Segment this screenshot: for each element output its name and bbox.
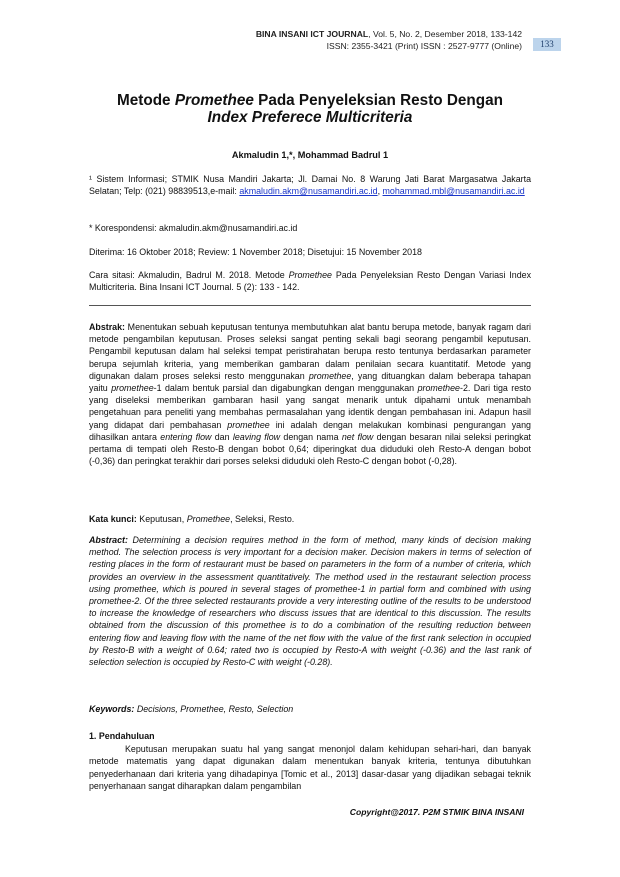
keywords-en-text: Decisions, Promethee, Resto, Selection <box>134 704 294 714</box>
abstrak-label: Abstrak: <box>89 322 126 332</box>
page-number: 133 <box>533 38 561 51</box>
abstract-en <box>89 534 531 668</box>
abstrak-italic-2: promethee <box>111 383 154 394</box>
kata-kunci-text-1: Keputusan, <box>136 514 187 524</box>
affiliation <box>89 173 531 197</box>
journal-line <box>256 28 522 40</box>
abstrak-text-2: , yang dituangkan dalam beberapa tahapan yaitu <box>89 370 531 394</box>
journal-header <box>256 28 522 52</box>
abstrak-text-6: dan <box>211 431 233 442</box>
issn-line: ISSN: 2355-3421 (Print) ISSN : 2527-9777 (Online) <box>326 41 522 51</box>
abstrak-text-1: Menentukan sebuah keputusan tentunya membutuhkan alat bantu berupa metode, banyak ragam dari metode pengambilan keputusan. Proses seleksi sangat penting sekali bagi seorang pengambil keputusan. Pengambil keputusan dalam hal seleksi tempat peristirahatan berupa resto tentunya berdasarkan parameter berupa sejumlah kriteria, yang memberikan gambaran dalam penilaian secara kuantitatif. Metode yang digunakan dalam proses seleksi resto menggunakan <box>89 322 531 381</box>
title-line-2 <box>60 109 560 126</box>
abstrak-text-7: dengan nama <box>280 431 342 442</box>
email-separator: , <box>377 186 381 196</box>
email-link-2[interactable]: mohammad.mbl@nusamandiri.ac.id <box>382 186 525 196</box>
email-link-1[interactable]: akmaludin.akm@nusamandiri.ac.id <box>239 186 378 196</box>
footer-copyright: Copyright@2017. P2M STMIK BINA INSANI <box>349 807 524 817</box>
volume-info: , Vol. 5, No. 2, Desember 2018, 133-142 <box>368 29 522 39</box>
citation-suffix: Pada Penyeleksian Resto Dengan Variasi Index Multicriteria. Bina Insani ICT Journal. 5 (2): 133 - 142. <box>89 270 532 292</box>
abstrak-italic-3: promethee <box>417 383 460 394</box>
abstrak-italic-1: promethee <box>308 370 352 381</box>
abstrak-text-8: dengan besaran nilai seleksi peringkat pertama di tempati oleh Resto-B dengan bobot 0,64; diperingkat dua diduduki oleh Resto-A dengan bobot (-0,36) dan peringkat terakhir dari porses seleksi diduduki oleh Resto-C dengan bobot (-0,28). <box>89 431 531 467</box>
abstrak-italic-7: net flow <box>341 431 374 442</box>
abstrak-italic-5: entering flow <box>160 431 212 442</box>
abstract-en-text: Determining a decision requires method in the form of method, many kinds of decision making method. The selection process is very important for a decision maker. Decision makers in terms of selection of resting places in the form of restaurant must be based on parameters in the form of a number of criteria, which provides an overview in the assessment quantitatively. The method used in the restaurant selection process using promethee, which is poured in several stages of promethee-1 in partial form and combined with using promethee-2. Of the three selected restaurants provide a very interesting outline of the results to be understood to increase the knowledge of researchers who discuss issues that are identical to this discussion. The results obtained from the discussion of this promethee is to do a combination of the resulting reduction between entering flow and leaving flow with the name of the net flow with the value of the first rank selection in occupied by Resto-B with a weight of 0.64; rated two is occupied by Resto-A with weight (-0.36) and the last rank of selection selection is occupied by Resto-C with weight (-0.28). <box>89 535 531 668</box>
citation-italic: Promethee <box>288 270 332 280</box>
kata-kunci-text-2: , Seleksi, Resto. <box>230 514 295 524</box>
journal-name: BINA INSANI ICT JOURNAL <box>255 29 369 39</box>
title-part3: Pada Penyeleksian Resto Dengan <box>253 92 503 109</box>
divider <box>89 305 531 306</box>
abstrak-text-3: -1 dalam bentuk parsial dan digabungkan dengan menggunakan <box>153 383 418 394</box>
correspondence: * Korespondensi: akmaludin.akm@nusamandiri.ac.id <box>89 223 298 233</box>
kata-kunci-italic: Promethee <box>186 514 231 524</box>
title-italic: Promethee <box>174 92 254 109</box>
dates: Diterima: 16 Oktober 2018; Review: 1 November 2018; Disetujui: 15 November 2018 <box>89 247 422 257</box>
title-part1: Metode <box>117 92 175 109</box>
title-line2: Index Preferece Multicriteria <box>207 109 413 126</box>
abstrak-text-4: -2. Dari tiga resto yang diseleksi memberikan gambaran hasil yang sangat menarik untuk dipahami untuk menambah pengetahuan para peneliti yang membahas permasalahan yang identik dengan pembahasan ini. Adapun hasil yang didapat dari pembahasan <box>89 383 531 430</box>
affiliation-text: ¹ Sistem Informasi; STMIK Nusa Mandiri Jakarta; Jl. Damai No. 8 Warung Jati Barat Margasatwa Jakarta Selatan; Telp: (021) 98839513,e-mail: <box>89 174 531 196</box>
title-line-1 <box>60 92 560 109</box>
section-body: Keputusan merupakan suatu hal yang sangat menonjol dalam kehidupan sehari-hari, dan banyak metode matematis yang dapat digunakan dalam menentukan banyak kriteria, tentunya dibutuhkan penyederhanaan dari kriteria yang dihadapinya [Tomic et al., 2013] dasar-dasar yang dijadikan sebagai teknik penyerhanaan sangat diharapkan dalam pengambilan <box>89 744 531 791</box>
keywords-en <box>89 703 531 715</box>
kata-kunci-label: Kata kunci: <box>89 514 137 524</box>
section-title: 1. Pendahuluan <box>89 731 155 741</box>
citation-prefix: Cara sitasi: Akmaludin, Badrul M. 2018. Metode <box>89 270 289 280</box>
keywords-en-label: Keywords: <box>89 704 135 714</box>
abstract-en-label: Abstract: <box>89 535 128 545</box>
abstrak-italic-4: promethee <box>227 419 270 430</box>
citation <box>89 269 531 293</box>
paper-title <box>60 92 560 126</box>
abstrak-italic-6: leaving flow <box>232 431 281 442</box>
abstrak <box>89 321 531 467</box>
abstrak-text-5: ini adalah dengan melakukan kombinasi pengurangan yang dihasilkan antara <box>89 419 531 442</box>
kata-kunci <box>89 513 531 525</box>
authors: Akmaludin 1,*, Mohammad Badrul 1 <box>231 150 389 160</box>
